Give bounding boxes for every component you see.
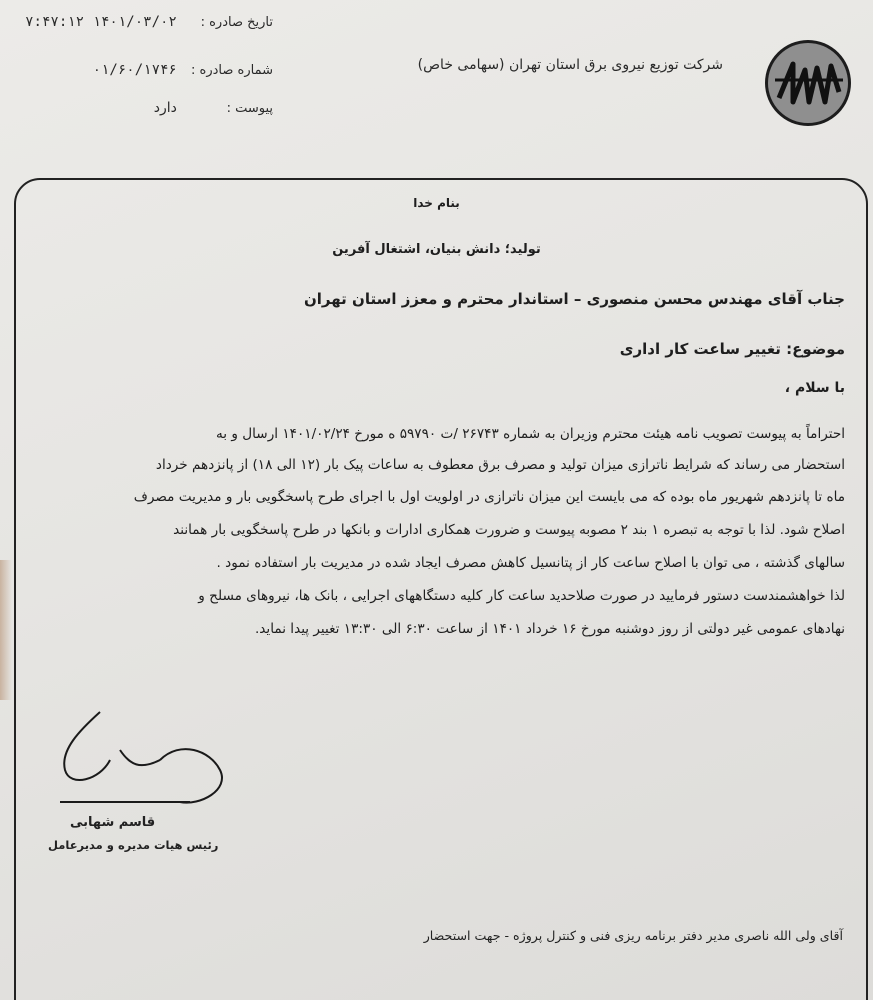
recipient: جناب آقای مهندس محسن منصوری – استاندار محترم و معزز استان تهران xyxy=(303,290,845,308)
body-line: لذا خواهشمندست دستور فرمایید در صورت صلاحدید ساعت کار کلیه دستگاههای اجرایی ، بانک ها، نیروهای مسلح و xyxy=(198,588,845,604)
signature-scribble xyxy=(40,710,240,814)
issue-number xyxy=(93,62,273,78)
bismillah: بنام خدا xyxy=(413,196,460,210)
company-logo-mark xyxy=(765,40,851,126)
slogan: تولید؛ دانش بنیان، اشتغال آفرین xyxy=(332,242,541,257)
company-logo xyxy=(765,40,851,126)
issue-number-value: ۰۱/۶۰/۱۷۴۶ xyxy=(92,62,177,78)
signature-scribble-mark xyxy=(40,710,240,810)
body-line: ماه تا پانزدهم شهریور ماه بوده که می بایست این میزان ناترازی در اولویت اول با اجرای طرح پاسخگویی بار و مدیریت مصرف xyxy=(133,489,845,505)
company-name: شرکت توزیع نیروی برق استان تهران (سهامی خاص) xyxy=(417,57,723,73)
issue-number-label: شماره صادره : xyxy=(191,63,273,78)
body-line: احتراماً به پیوست تصویب نامه هیئت محترم وزیران به شماره ۲۶۷۴۳ /ت ۵۹۷۹۰ ه مورخ ۱۴۰۱/۰۲/۲۴ ارسال و به xyxy=(216,426,845,442)
body-line: استحضار می رساند که شرایط ناترازی میزان تولید و مصرف برق معطوف به ساعات پیک بار (۱۲ الی ۱۸) از پانزدهم خرداد xyxy=(155,457,845,473)
body-line: نهادهای عمومی غیر دولتی از روز دوشنبه مورخ ۱۶ خرداد ۱۴۰۱ از ساعت ۶:۳۰ الی ۱۳:۳۰ تغییر پیدا نماید. xyxy=(254,621,845,637)
issue-date-value: ۱۴۰۱/۰۳/۰۲ ۷:۴۷:۱۲ xyxy=(25,14,177,30)
body-line: سالهای گذشته ، می توان با اصلاح ساعت کار از پتانسیل کاهش مصرف ایجاد شده در مدیریت بار استفاده نمود . xyxy=(216,555,845,571)
issue-date-label: تاریخ صادره : xyxy=(200,15,273,30)
signer-title: رئیس هیات مدیره و مدیرعامل xyxy=(48,838,219,852)
body-line: اصلاح شود. لذا با توجه به تبصره ۱ بند ۲ مصوبه پیوست و ضرورت همکاری ادارات و بانکها در طرح پاسخگویی بار همانند xyxy=(173,522,845,538)
subject: موضوع: تغییر ساعت کار اداری xyxy=(619,340,845,358)
greeting: با سلام ، xyxy=(784,380,845,396)
attachment xyxy=(154,100,273,116)
signer-name: قاسم شهابی xyxy=(70,815,156,830)
finger-shadow xyxy=(0,560,12,700)
cc-note: آقای ولی الله ناصری مدیر دفتر برنامه ریزی فنی و کنترل پروژه - جهت استحضار xyxy=(423,928,843,943)
attachment-value: دارد xyxy=(153,100,177,116)
attachment-label: پیوست : xyxy=(226,101,273,116)
issue-date xyxy=(25,14,273,30)
